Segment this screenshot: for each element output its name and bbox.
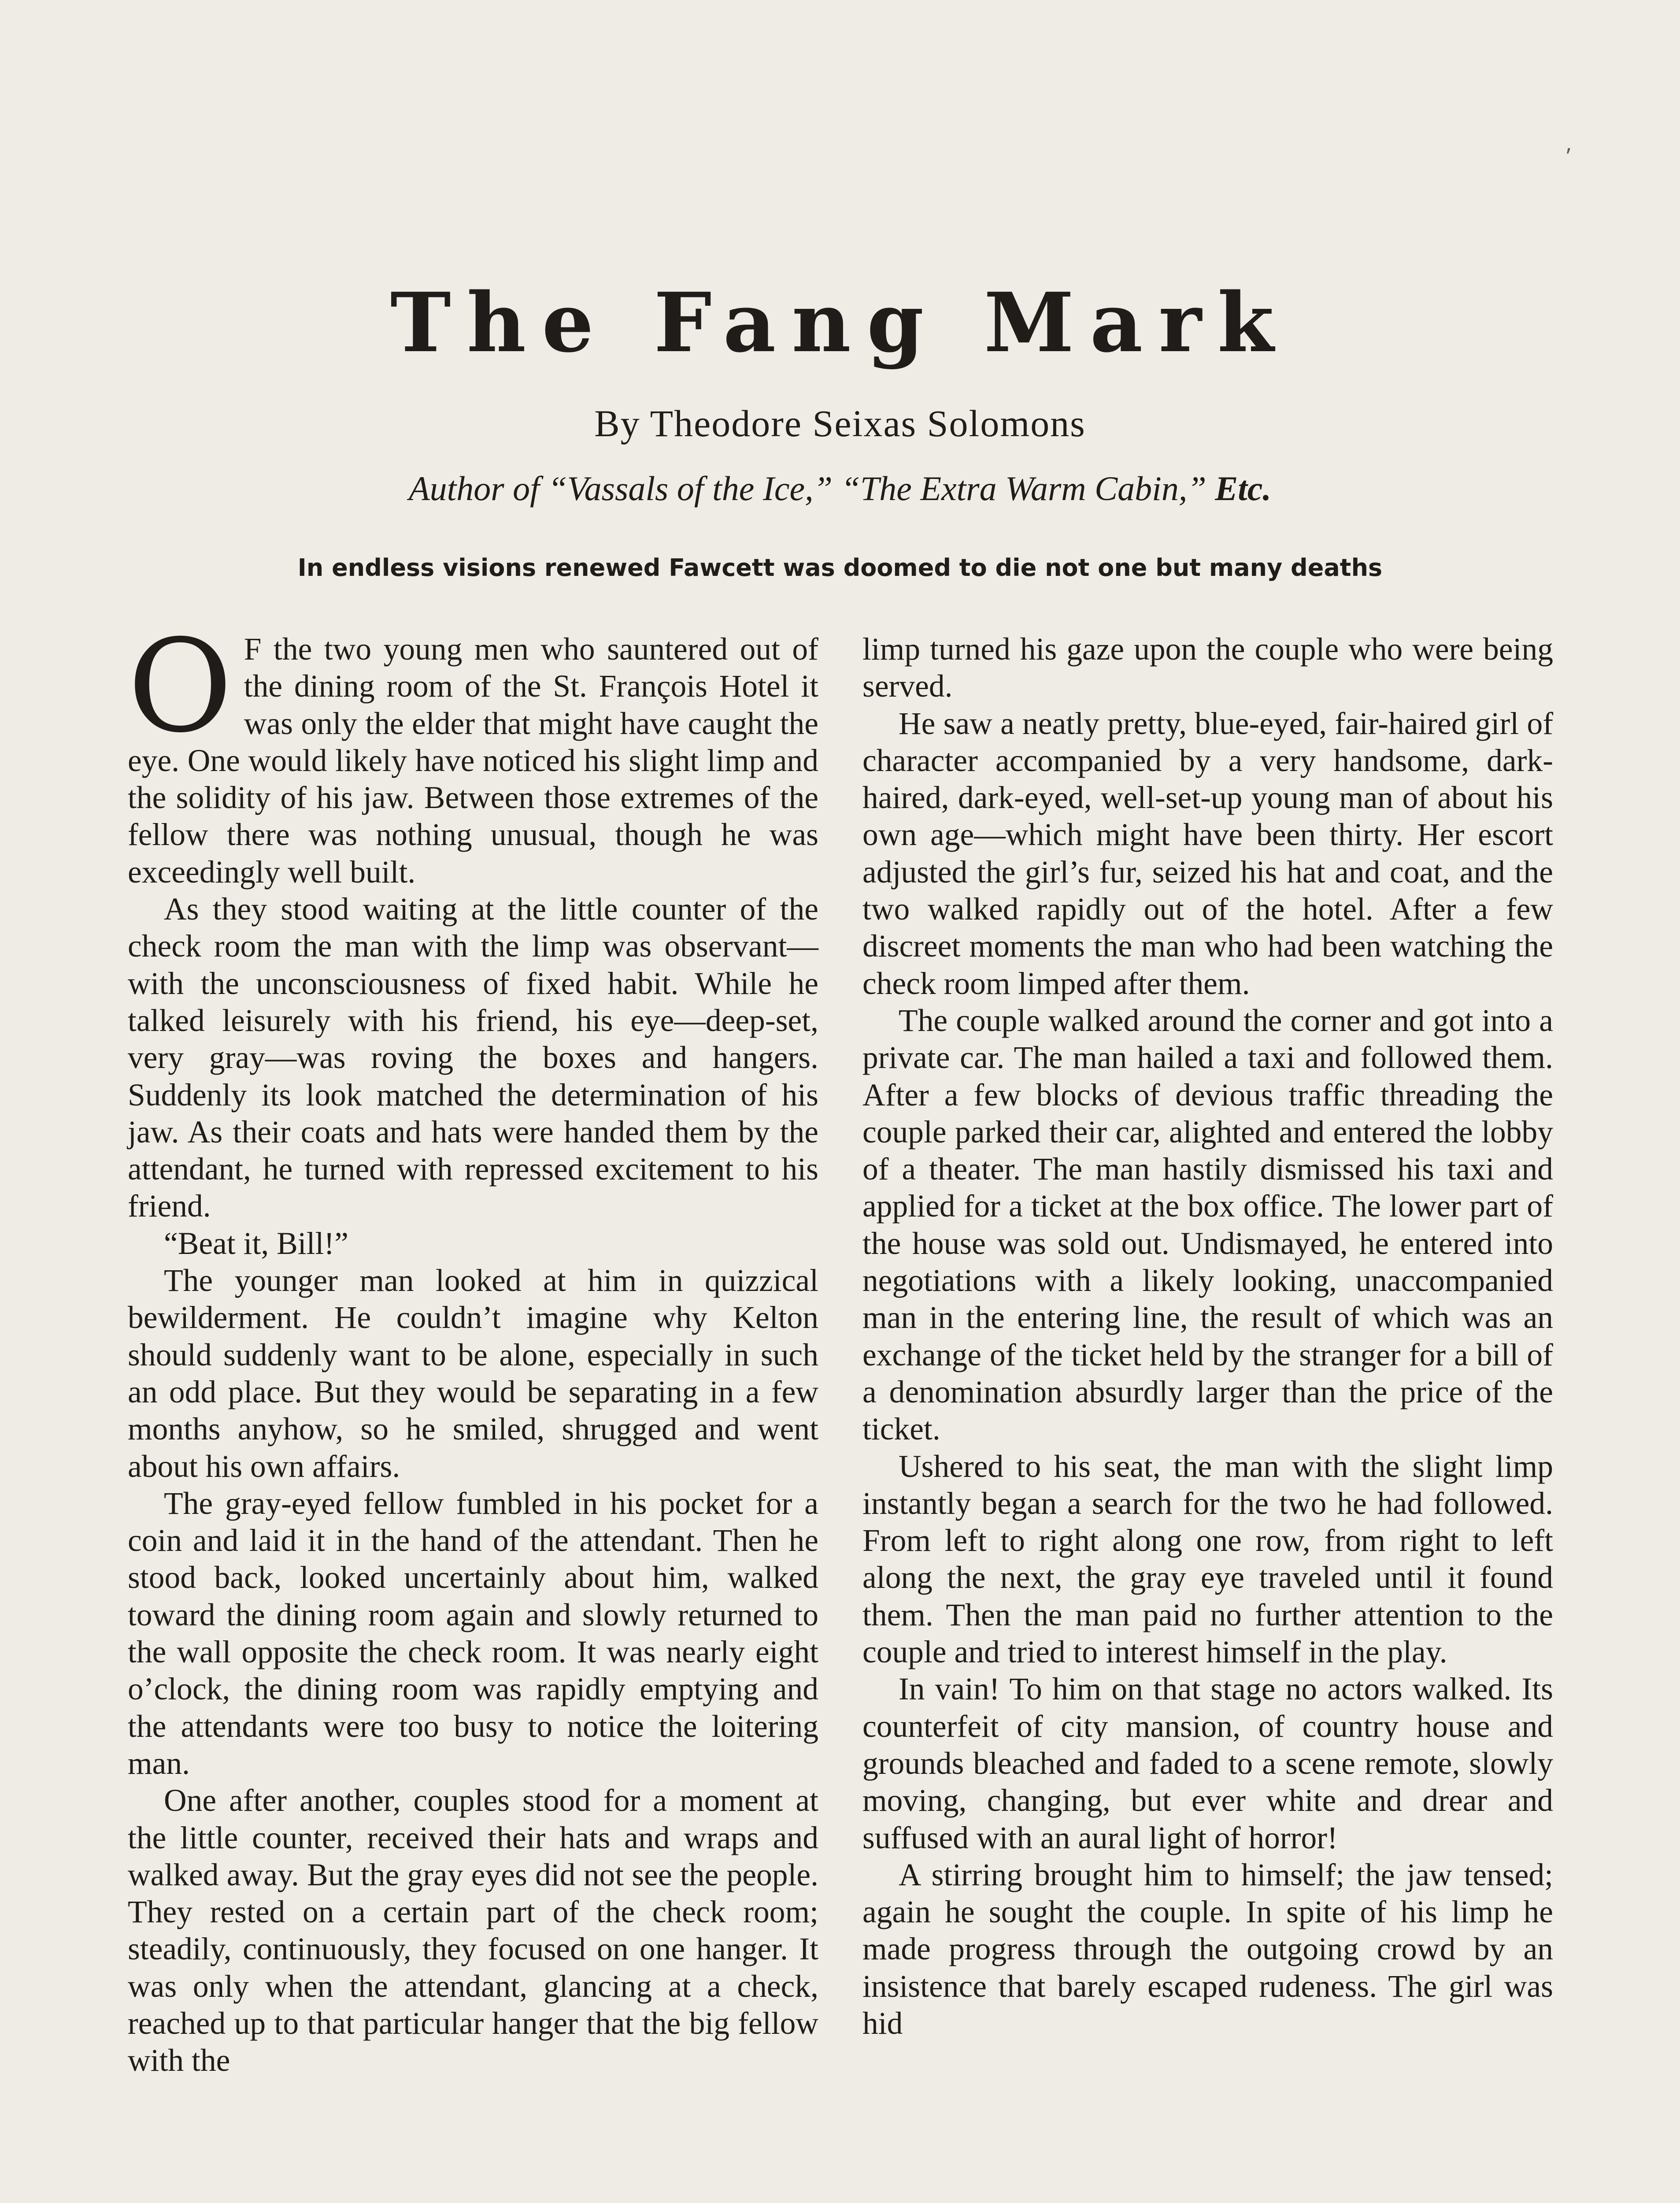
ink-speck: ⸴ bbox=[1566, 134, 1572, 159]
paragraph-text: F the two young men who sauntered out of the dining room of the St. François Hotel it was only the elder that might have caught the eye. One would likely have noticed his slight limp and the solidity of his jaw. Between those extremes of the fellow there was nothing unusual, though he was exceedingly well built. bbox=[128, 632, 818, 890]
paragraph: limp turned his gaze upon the couple who were being served. bbox=[862, 632, 1553, 704]
right-column bbox=[862, 631, 1553, 2042]
paragraph: A stirring brought him to himself; the jaw tensed; again he sought the couple. In spite of his limp he made progress through the outgoing crowd by an insistence that barely escaped rudeness. The girl was hid bbox=[862, 1857, 1553, 2041]
paragraph: Ushered to his seat, the man with the slight limp instantly began a search for the two he had followed. From left to right along one row, from right to left along the next, the gray eye traveled until it found them. Then the man paid no further attention to the couple and tried to interest himself in the play. bbox=[862, 1449, 1553, 1670]
credits-etc: Etc. bbox=[1215, 469, 1272, 508]
paragraph: One after another, couples stood for a moment at the little counter, received their hats and wraps and walked away. But the gray eyes did not see the people. They rested on a certain part of the check room; steadily, continuously, they focused on one hanger. It was only when the attendant, glancing at a check, reached up to that particular hanger that the big fellow with the bbox=[128, 1783, 818, 2078]
author-credits bbox=[0, 471, 1680, 506]
credits-prefix: Author of bbox=[408, 469, 548, 508]
paragraph: In vain! To him on that stage no actors walked. Its counterfeit of city mansion, of country house and grounds bleached and faded to a scene remote, slowly moving, changing, but ever white and drear and suffused with an aural light of horror! bbox=[862, 1672, 1553, 1855]
author-byline: By Theodore Seixas Solomons bbox=[594, 402, 1086, 445]
credits-works: “Vassals of the Ice,” “The Extra Warm Cabin,” bbox=[548, 469, 1206, 508]
paragraph: He saw a neatly pretty, blue-eyed, fair-haired girl of character accompanied by a very handsome, dark-haired, dark-eyed, well-set-up young man of about his own age—which might have been thirty. Her escort adjusted the girl’s fur, seized his hat and coat, and the two walked rapidly out of the hotel. After a few discreet moments the man who had been watching the check room limped after them. bbox=[862, 706, 1553, 1001]
paragraph: As they stood waiting at the little counter of the check room the man with the limp was observant—with the unconsciousness of fixed habit. While he talked leisurely with his friend, his eye—deep-set, very gray—was roving the boxes and hangers. Suddenly its look matched the determination of his jaw. As their coats and hats were handed them by the attendant, he turned with repressed excitement to his friend. bbox=[128, 892, 818, 1224]
paragraph bbox=[128, 612, 818, 891]
paragraph: The couple walked around the corner and got into a private car. The man hailed a taxi and followed them. After a few blocks of devious traffic threading the couple parked their car, alighted and entered the lobby of a theater. The man hastily dismissed his taxi and applied for a ticket at the box office. The lower part of the house was sold out. Undismayed, he entered into negotiations with a likely looking, unaccompanied man in the entering line, the result of which was an exchange of the ticket held by the stranger for a bill of a denomination absurdly larger than the price of the ticket. bbox=[862, 1003, 1553, 1447]
paragraph: The gray-eyed fellow fumbled in his pocket for a coin and laid it in the hand of the attendant. Then he stood back, looked uncertainly about him, walked toward the dining room again and slowly returned to the wall opposite the check room. It was nearly eight o’clock, the dining room was rapidly emptying and the attendants were too busy to notice the loitering man. bbox=[128, 1486, 818, 1781]
paragraph: The younger man looked at him in quizzical bewilderment. He couldn’t imagine why Kelton should suddenly want to be alone, especially in such an odd place. But they would be separating in a few months anyhow, so he smiled, shrugged and went about his own affairs. bbox=[128, 1263, 818, 1484]
paragraph: “Beat it, Bill!” bbox=[164, 1226, 348, 1261]
article-title: The Fang Mark bbox=[390, 274, 1290, 371]
drop-cap: O bbox=[128, 612, 233, 761]
article-deck: In endless visions renewed Fawcett was doomed to die not one but many deaths bbox=[297, 554, 1383, 582]
left-column bbox=[128, 612, 818, 2080]
